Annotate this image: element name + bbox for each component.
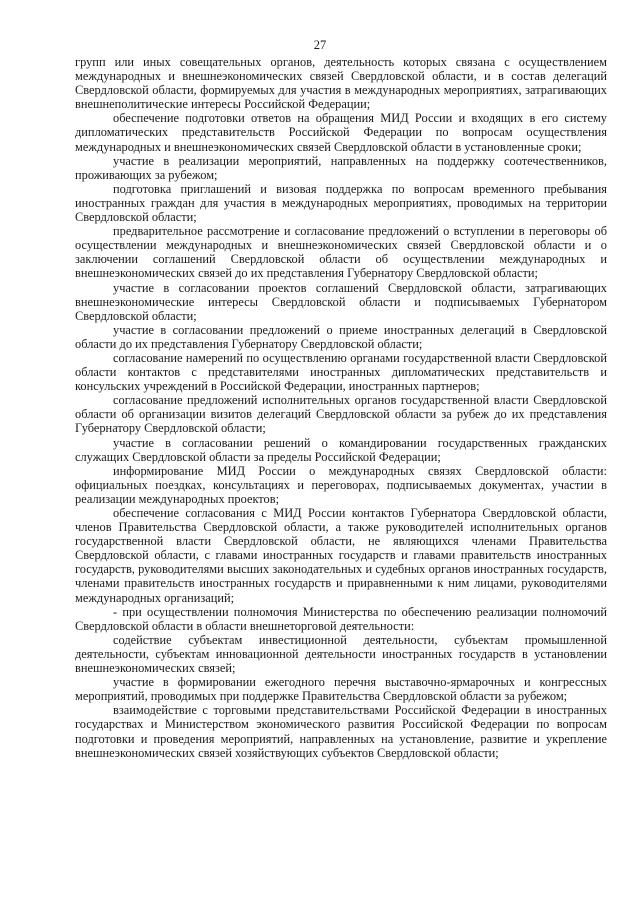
- paragraph: согласование намерений по осуществлению органами государственной власти Свердловской области контактов с представителями иностранных дипломатических представительств и консульских учреждений в Российской Федерации, иностранных партнеров;: [75, 350, 607, 394]
- paragraph: участие в реализации мероприятий, направленных на поддержку соотечественников, проживающих за рубежом;: [75, 153, 607, 182]
- paragraph: содействие субъектам инвестиционной деятельности, субъектам промышленной деятельности, субъектам инновационной деятельности иностранных государств в установлении внешнеэкономических связей;: [75, 632, 607, 676]
- paragraph: участие в формировании ежегодного перечня выставочно-ярмарочных и конгрессных мероприятий, проводимых при поддержке Правительства Свердловской области за рубежом;: [75, 675, 607, 704]
- paragraph: участие в согласовании предложений о приеме иностранных делегаций в Свердловской области до их представления Губернатору Свердловской области;: [75, 322, 607, 351]
- document-body: [75, 55, 607, 760]
- paragraph: обеспечение согласования с МИД России контактов Губернатора Свердловской области, членов Правительства Свердловской области, а также руководителей исполнительных органов государственной власти Свердловской области, не являющихся членами Правительства Свердловской области, с главами иностранных государств и главами правительств иностранных государств, руководителями высших законодательных и судебных органов иностранных государств, членами правительств иностранных государств и приравненными к ним лицами, руководителями международных организаций;: [75, 506, 607, 605]
- paragraph: групп или иных совещательных органов, деятельность которых связана с осуществлением международных и внешнеэкономических связей Свердловской области, и в состав делегаций Свердловской области, формируемых для участия в международных мероприятиях, затрагивающих внешнеполитические интересы Российской Федерации;: [75, 55, 607, 112]
- paragraph: информирование МИД России о международных связях Свердловской области: официальных поездках, консультациях и переговорах, подписываемых документах, участии в реализации международных проектов;: [75, 463, 607, 506]
- paragraph: взаимодействие с торговыми представительствами Российской Федерации в иностранных государствах и Министерством экономического развития Российской Федерации по вопросам подготовки и проведения мероприятий, направленных на установление, развитие и укрепление внешнеэкономических связей хозяйствующих субъектов Свердловской области;: [75, 703, 607, 760]
- paragraph: подготовка приглашений и визовая поддержка по вопросам временного пребывания иностранных граждан для участия в международных мероприятиях, проводимых на территории Свердловской области;: [75, 181, 607, 225]
- paragraph: согласование предложений исполнительных органов государственной власти Свердловской области об организации визитов делегаций Свердловской области за рубеж до их представления Губернатору Свердловской области;: [75, 393, 607, 436]
- page-number: 27: [313, 38, 327, 52]
- paragraph: обеспечение подготовки ответов на обращения МИД России и входящих в его систему дипломатических представительств Российской Федерации по вопросам осуществления международных и внешнеэкономических связей Свердловской области в установленные сроки;: [75, 111, 607, 154]
- paragraph: предварительное рассмотрение и согласование предложений о вступлении в переговоры об осуществлении международных и внешнеэкономических связей Свердловской области и о заключении соглашений Свердловской области об осуществлении международных и внешнеэкономических связей до их представления Губернатору Свердловской области;: [75, 224, 607, 281]
- paragraph: - при осуществлении полномочия Министерства по обеспечению реализации полномочий Свердловской области в области внешнеторговой деятельности:: [75, 604, 607, 633]
- paragraph: участие в согласовании решений о командировании государственных гражданских служащих Свердловской области за пределы Российской Федерации;: [75, 435, 607, 464]
- paragraph: участие в согласовании проектов соглашений Свердловской области, затрагивающих внешнеэкономические интересы Свердловской области и подписываемых Губернатором Свердловской области;: [75, 280, 607, 323]
